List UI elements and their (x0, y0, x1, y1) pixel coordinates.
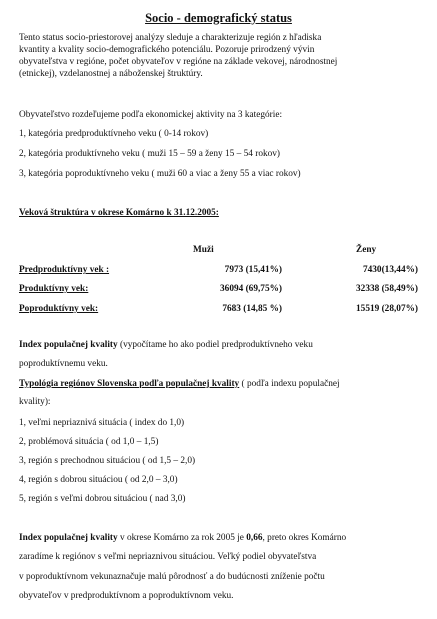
index-desc-line2: poproduktívnemu veku. (19, 359, 108, 369)
intro-line: (etnickej), vzdelanostnej a náboženskej štruktúry. (19, 69, 203, 79)
conclusion-value: 0,66 (246, 533, 263, 543)
value-women: 15519 (28,07%) (356, 304, 418, 314)
age-structure-heading: Veková štruktúra v okrese Komárno k 31.12.2005: (19, 208, 219, 218)
row-label: Poproduktívny vek: (19, 304, 99, 314)
conclusion-line: obyvateľov v predproduktívnom a poproduktívnom veku. (19, 591, 234, 601)
typology-item: 2, problémová situácia ( od 1,0 – 1,5) (19, 437, 159, 447)
index-term: Index populačnej kvality (19, 340, 118, 350)
column-header-women: Ženy (356, 245, 377, 255)
conclusion-part1: v okrese Komárno za rok 2005 je (117, 533, 247, 543)
value-women: 32338 (58,49%) (356, 284, 418, 294)
intro-line: kvantity a kvality socio-demografického potenciálu. Pozoruje prirodzený vývin (19, 45, 315, 55)
page-title: Socio - demografický status (145, 11, 292, 25)
row-label: Produktívny vek: (19, 284, 89, 294)
conclusion-line: v poproduktívnom vekunaznačuje malú pôrodnosť a do budúcnosti zníženie počtu (19, 572, 325, 582)
category-item: 1, kategória predproduktívneho veku ( 0-14 rokov) (19, 129, 209, 139)
typology-heading (19, 379, 340, 389)
typology-title: Typológia regiónov Slovenska podľa populačnej kvality (19, 379, 240, 389)
conclusion-part2: , preto okres Komárno (262, 533, 347, 543)
value-men: 7683 (14,85 %) (222, 304, 282, 314)
conclusion-line (19, 533, 346, 543)
value-men: 7973 (15,41%) (224, 265, 282, 275)
conclusion-line: zaradíme k regiónov s veľmi nepriaznivou situáciou. Veľký podiel obyvateľstva (19, 552, 317, 562)
row-label: Predproduktívny vek : (19, 265, 110, 275)
typology-item: 1, veľmi nepriaznivá situácia ( index do 1,0) (19, 418, 185, 428)
typology-heading-line2: kvality): (19, 397, 51, 407)
typology-tail: ( podľa indexu populačnej (239, 379, 340, 389)
category-item: 2, kategória produktívneho veku ( muži 15 – 59 a ženy 15 – 54 rokov) (19, 149, 281, 159)
category-item: 3, kategória poproduktívneho veku ( muži 60 a viac a ženy 55 a viac rokov) (19, 169, 301, 179)
categories-intro: Obyvateľstvo rozdeľujeme podľa ekonomickej aktivity na 3 kategórie: (19, 110, 283, 120)
intro-line: Tento status socio-priestorovej analýzy sleduje a charakterizuje región z hľadiska (19, 33, 322, 43)
value-women: 7430(13,44%) (362, 265, 418, 275)
column-header-men: Muži (193, 245, 214, 255)
intro-line: obyvateľstva v regióne, počet obyvateľov v regióne na základe vekovej, národnostnej (19, 57, 338, 67)
index-definition (19, 340, 313, 350)
conclusion-term: Index populačnej kvality (19, 533, 118, 543)
typology-item: 3, región s prechodnou situáciou ( od 1,5 – 2,0) (19, 456, 196, 466)
typology-item: 4, región s dobrou situáciou ( od 2,0 – 3,0) (19, 475, 178, 485)
index-desc: (vypočítame ho ako podiel predproduktívneho veku (117, 340, 313, 350)
typology-item: 5, región s veľmi dobrou situáciou ( nad 3,0) (19, 494, 186, 504)
value-men: 36094 (69,75%) (220, 284, 282, 294)
